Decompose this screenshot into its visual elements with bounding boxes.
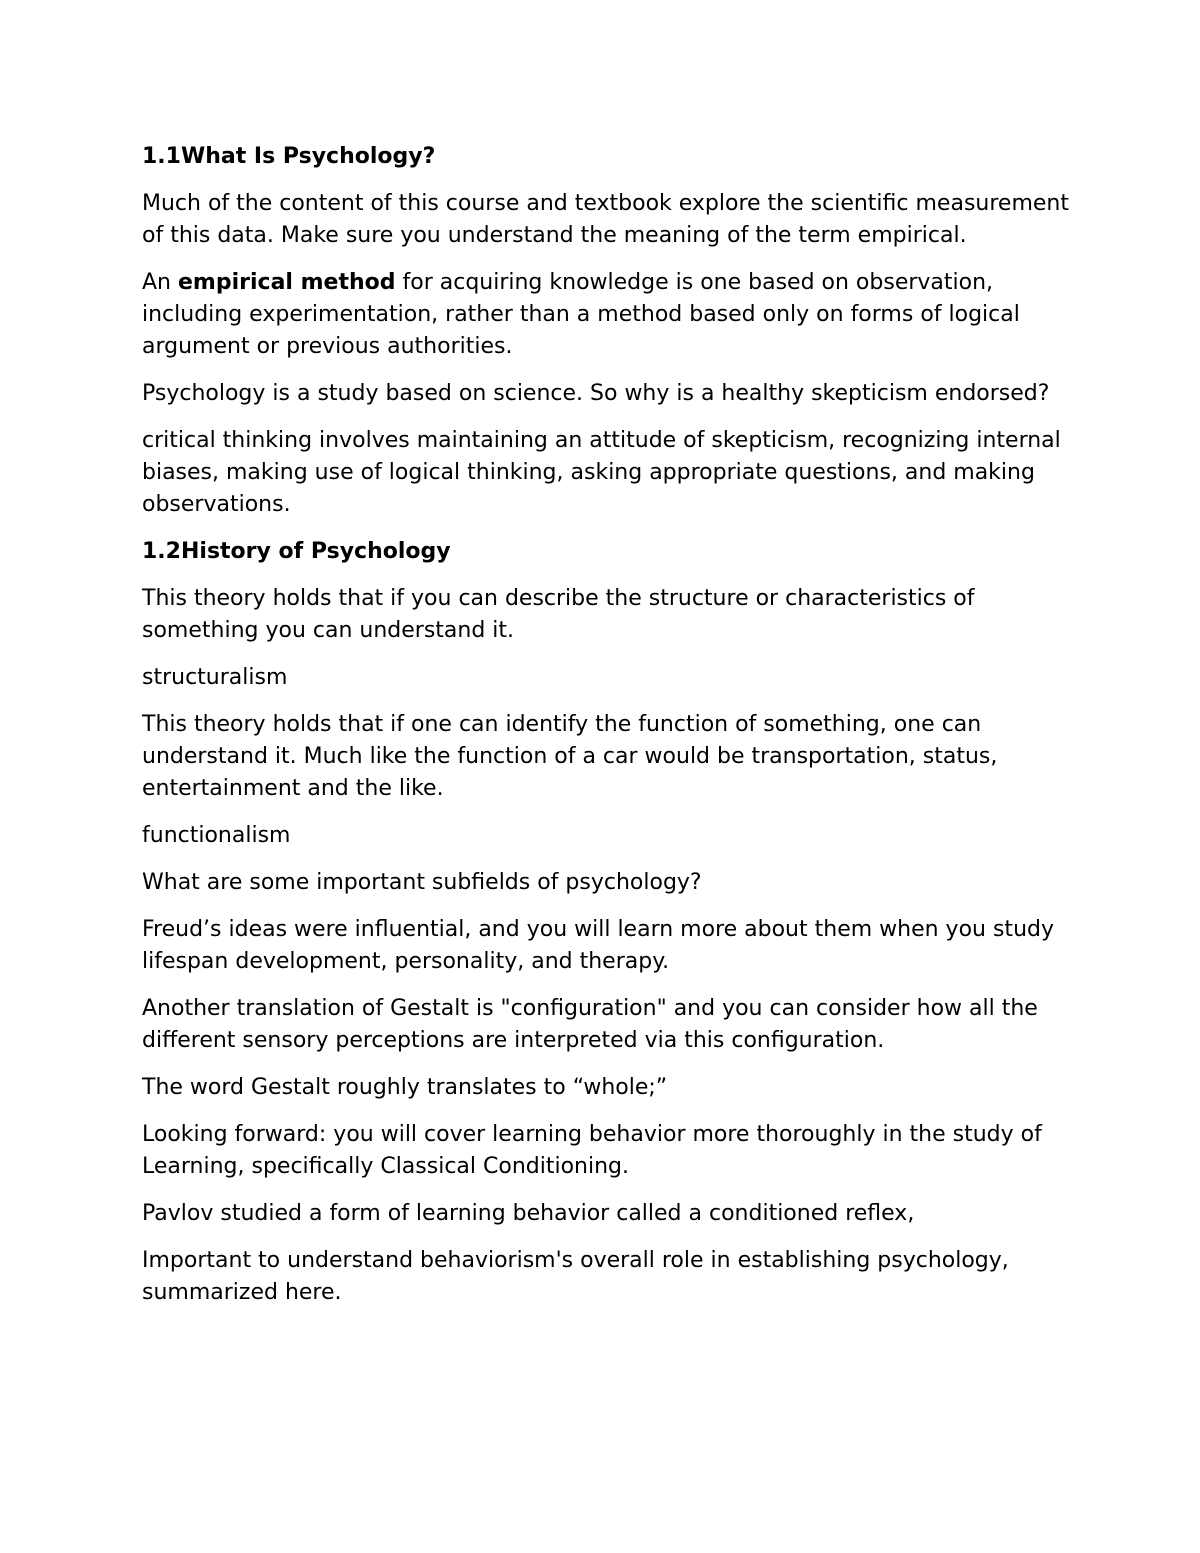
paragraph: structuralism [142,665,288,690]
section-title: History of Psychology [180,539,451,564]
paragraph-suffix: for acquiring knowledge is one based on observation, including experimentation, rather than a method based only on forms of logical argument or previous authorities. [142,270,1020,359]
paragraph: functionalism [142,823,291,848]
paragraph: Much of the content of this course and textbook explore the scientific measurement of this data. Make sure you understand the meaning of the term empirical. [142,191,1069,248]
paragraph: Pavlov studied a form of learning behavior called a conditioned reflex, [142,1201,915,1226]
paragraph: critical thinking involves maintaining an attitude of skepticism, recognizing internal biases, making use of logical thinking, asking appropriate questions, and making observations. [142,428,1061,517]
section-number: 1.1 [142,144,181,169]
paragraph: Important to understand behaviorism's overall role in establishing psychology, summarized here. [142,1248,1009,1305]
section-heading-1-2 [142,536,1072,568]
document-page [142,141,1072,1324]
paragraph: What are some important subfields of psychology? [142,870,702,895]
paragraph-prefix: An [142,270,178,295]
bold-term: empirical method [178,270,396,295]
section-heading-1-1 [142,141,1072,173]
section-title: What Is Psychology? [180,144,436,169]
paragraph-empirical-method [142,267,1072,363]
paragraph: Another translation of Gestalt is "configuration" and you can consider how all the different sensory perceptions are interpreted via this configuration. [142,996,1038,1053]
paragraph: The word Gestalt roughly translates to “whole;” [142,1075,668,1100]
paragraph: Freud’s ideas were influential, and you will learn more about them when you study lifespan development, personality, and therapy. [142,917,1054,974]
paragraph: Psychology is a study based on science. So why is a healthy skepticism endorsed? [142,381,1050,406]
paragraph: This theory holds that if one can identify the function of something, one can understand it. Much like the function of a car would be transportation, status, entertainment and the like. [142,712,998,801]
section-number: 1.2 [142,539,181,564]
paragraph: Looking forward: you will cover learning behavior more thoroughly in the study of Learning, specifically Classical Conditioning. [142,1122,1042,1179]
paragraph: This theory holds that if you can describe the structure or characteristics of something you can understand it. [142,586,975,643]
